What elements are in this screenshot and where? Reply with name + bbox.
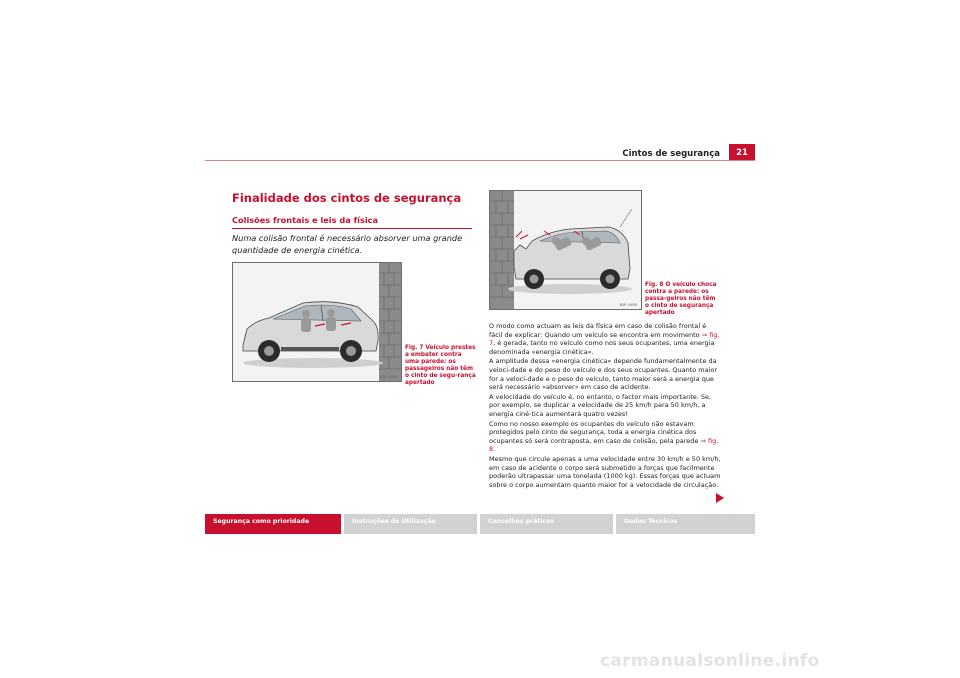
figure-7-code: B5P-0498 [379,375,397,379]
watermark-text: carmanualsonline.info [600,651,820,671]
page-title: Finalidade dos cintos de segurança [232,191,462,205]
footer-navigation [205,514,755,534]
figure-7-illustration [232,262,402,382]
car-before-impact-illustration [233,263,401,381]
paragraph-5: Mesmo que circule apenas a uma velocidade entre 30 km/h e 50 km/h, em caso de acidente o corpo será submetido a forças que facilmente poderão ultrapassar uma tonelada (1000 kg). Essas forças que actuam sobre o corpo aumentam quanto maior for a velocidade de circulação. [489,454,721,489]
tab-dados-tecnicos[interactable]: Dados Técnicos [616,514,755,534]
next-page-arrow-icon[interactable] [716,493,724,503]
section-lead: Numa colisão frontal é necessário absorver uma grande quantidade de energia cinética. [232,233,463,255]
figure-8-code: B5P-0499 [619,303,637,307]
paragraph-3: A velocidade do veículo é, no entanto, o factor mais importante. Se, por exemplo, se duplicar a velocidade de 25 km/h para 50 km/h, a energia ciné-tica aumentará quatro vezes! [489,392,712,418]
tab-instrucoes-de-utilizacao[interactable]: Instruções de Utilização [344,514,477,534]
running-header-title: Cintos de segurança [622,149,720,159]
tab-conselhos-praticos[interactable]: Conselhos práticos [480,514,613,534]
paragraph-4: Como no nosso exemplo os ocupantes do veículo não estavam protegidos pelo cinto de segurança, toda a energia cinética dos ocupantes só será contraposta, em caso de colisão, pela parede ⇒ fig. 8. [489,419,719,454]
page-number-badge: 21 [729,144,755,161]
figure-7-caption: Fig. 7 Veículo prestes a embater contra uma parede: os passageiros não têm o cinto de segu-rança apertado [405,345,476,386]
figure-8-illustration [489,190,642,310]
header-divider [205,160,755,161]
figure-8-link[interactable]: ⇒ fig. 8 [489,436,719,454]
paragraph-1: O modo como actuam as leis da física em caso de colisão frontal é fácil de explicar: Quando um veículo se encontra em movimento ⇒ fig. 7, é gerada, tanto no veículo como nos seus ocupantes, uma energia denominada «energia cinética». [489,322,720,356]
figure-7-link[interactable]: ⇒ fig. 7 [489,330,720,348]
figure-8-caption: Fig. 8 O veículo choca contra a parede: os passa-geiros não têm o cinto de segurança apertado [645,282,717,316]
tab-seguranca-como-prioridade[interactable]: Segurança como prioridade [205,514,341,534]
car-crashing-into-wall-illustration [490,191,641,309]
paragraph-2: A amplitude dessa «energia cinética» depende fundamentalmente da veloci-dade e do peso do veículo e dos seus ocupantes. Quanto maior for a veloci-dade e o peso do veículo, tanto maior será a energia que será necessário «absorver» em caso de acidente. [489,357,718,392]
body-text [489,322,721,490]
section-title: Colisões frontais e leis da física [232,215,472,229]
